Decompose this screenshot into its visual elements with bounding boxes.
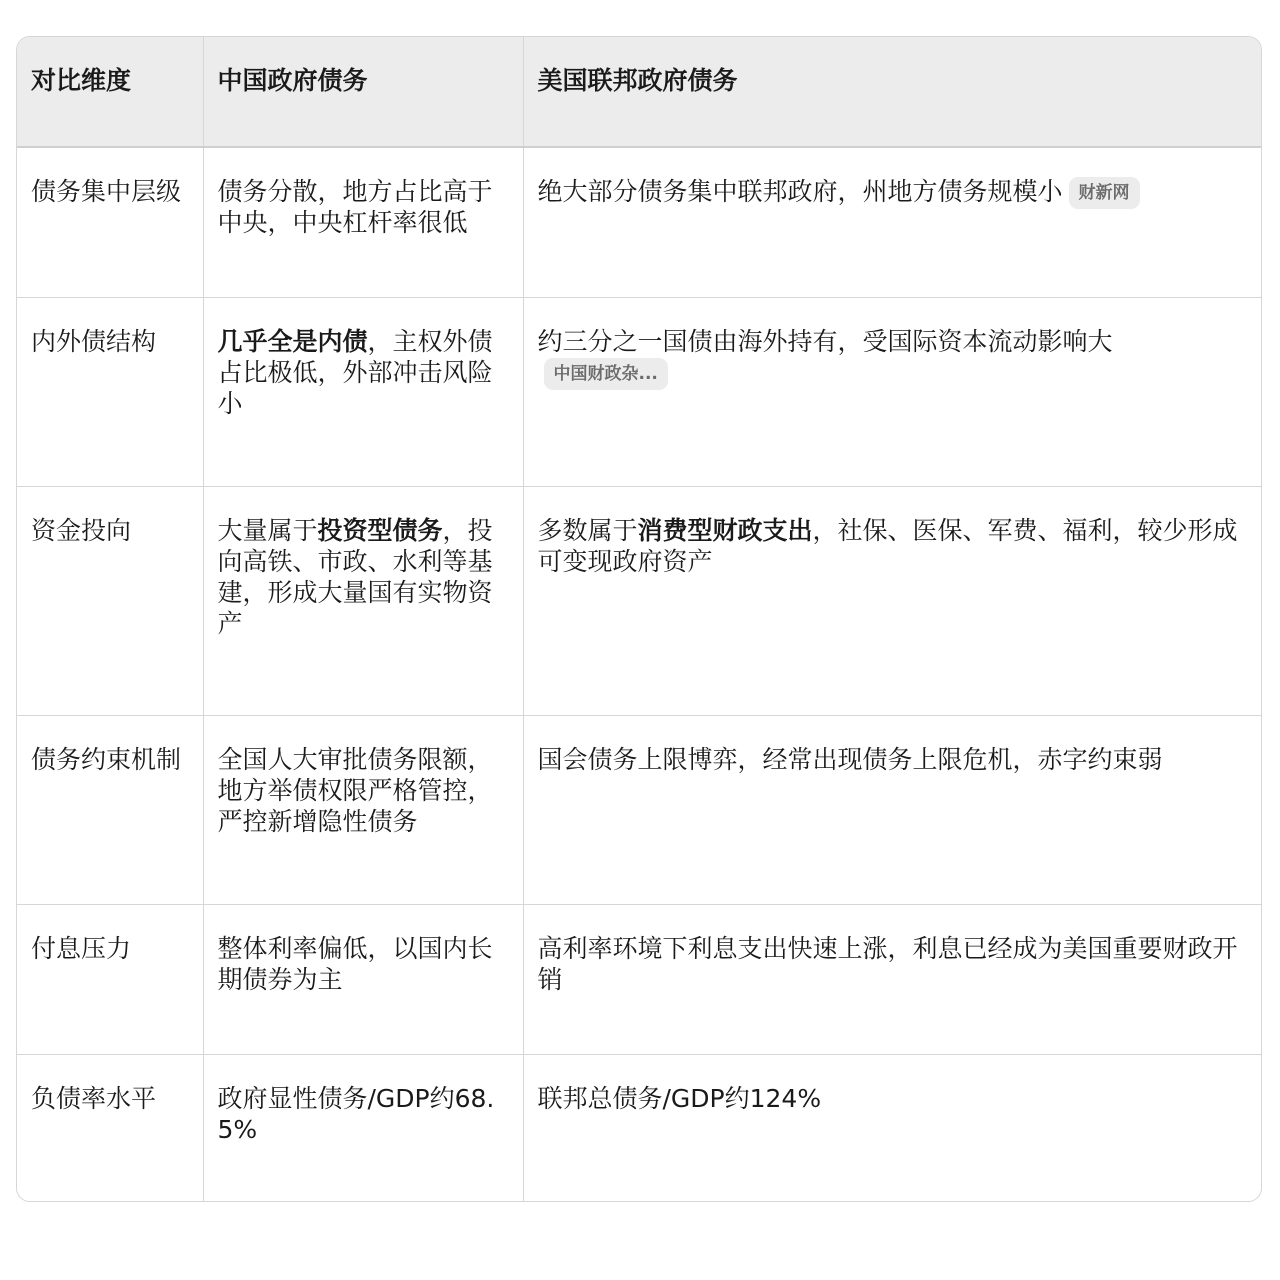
cell-china: 债务分散，地方占比高于中央，中央杠杆率很低: [203, 147, 523, 297]
cell-us-pre: 多数属于: [537, 515, 638, 545]
cell-china: [203, 297, 523, 486]
cell-china: 全国人大审批债务限额，地方举债权限严格管控，严控新增隐性债务: [203, 715, 523, 904]
cell-china-rest: ，主权外债占比极低，外部冲击风险小: [217, 326, 493, 418]
bold-phrase: 消费型财政支出: [637, 515, 813, 545]
bold-phrase: 投资型债务: [317, 515, 443, 545]
cell-dimension: 付息压力: [17, 904, 203, 1054]
cell-us: 联邦总债务/GDP约124%: [537, 1083, 822, 1113]
table-row: [17, 715, 1261, 904]
cell-china: [203, 486, 523, 715]
cell-dimension: 资金投向: [17, 486, 203, 715]
cell-china-pre: 大量属于: [217, 515, 318, 545]
cell-china: 整体利率偏低，以国内长期债券为主: [203, 904, 523, 1054]
source-badge[interactable]: 中国财政杂...: [544, 358, 668, 390]
comparison-table: [17, 37, 1261, 1202]
table-row: [17, 904, 1261, 1054]
bold-phrase: 几乎全是内债: [217, 326, 368, 356]
table-row: [17, 147, 1261, 297]
header-china: 中国政府债务: [203, 37, 523, 147]
table-row: [17, 486, 1261, 715]
cell-us: [523, 147, 1261, 297]
cell-us: 国会债务上限博弈，经常出现债务上限危机，赤字约束弱: [523, 715, 1261, 904]
cell-us: [523, 297, 1261, 486]
cell-us-text: 绝大部分债务集中联邦政府，州地方债务规模小: [537, 177, 1063, 206]
cell-dimension: 债务集中层级: [17, 147, 203, 297]
table-row: [17, 1054, 1261, 1202]
header-us: 美国联邦政府债务: [523, 37, 1261, 147]
header-dimension: 对比维度: [17, 37, 203, 147]
cell-us-text: 约三分之一国债由海外持有，受国际资本流动影响大: [537, 326, 1113, 356]
cell-dimension: 内外债结构: [17, 297, 203, 486]
cell-china-rest: ，投向高铁、市政、水利等基建，形成大量国有实物资产: [217, 515, 493, 638]
cell-dimension: 债务约束机制: [17, 715, 203, 904]
cell-us: [523, 486, 1261, 715]
cell-dimension: 负债率水平: [17, 1054, 203, 1202]
source-badge[interactable]: 财新网: [1069, 177, 1140, 209]
cell-us-rest: ，社保、医保、军费、福利，较少形成可变现政府资产: [537, 515, 1238, 576]
cell-china: 政府显性债务/GDP约68.5%: [203, 1054, 523, 1202]
table-row: [17, 297, 1261, 486]
cell-us: 高利率环境下利息支出快速上涨，利息已经成为美国重要财政开销: [523, 904, 1261, 1054]
table-header-row: [17, 37, 1261, 147]
comparison-table-container: [16, 36, 1262, 1202]
